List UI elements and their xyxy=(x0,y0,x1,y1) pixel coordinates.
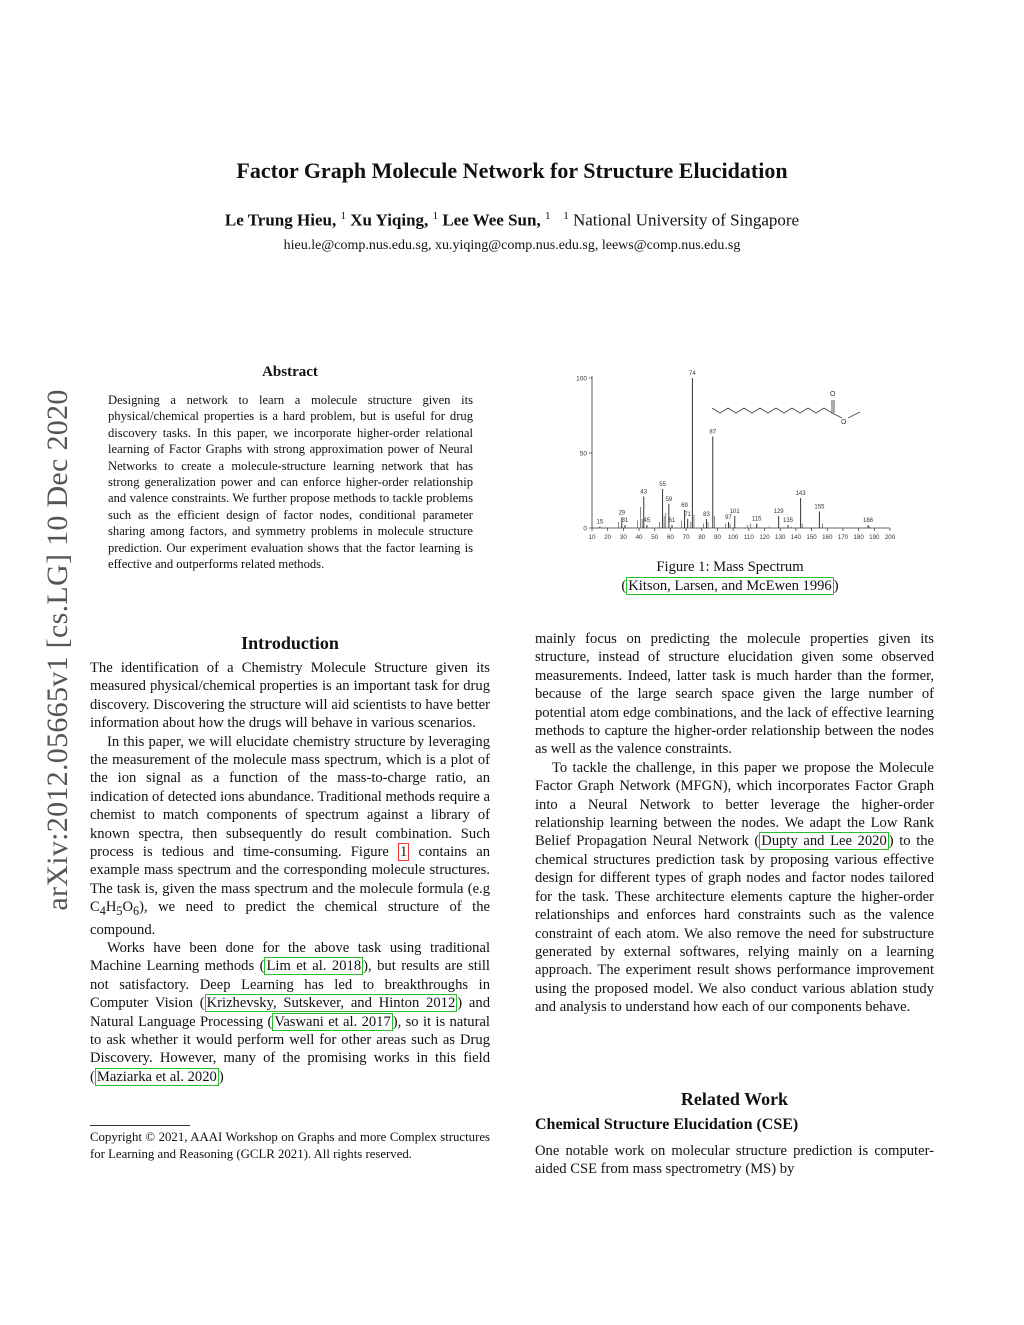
abstract-heading: Abstract xyxy=(262,364,318,380)
carbonyl-o-label: O xyxy=(830,391,836,398)
caption-title: Figure 1: Mass Spectrum xyxy=(656,559,804,575)
author-line xyxy=(0,210,1024,231)
x-tick-label: 30 xyxy=(619,534,627,541)
x-tick-label: 40 xyxy=(635,534,643,541)
text-run: To tackle the challenge, in this paper we propose the Molecule Factor Graph Network (MFGN), which incorporates Factor Graph into a Neural Network to better leverage the higher-order relationship learning between the nodes. We adapt the Low Rank Belief Propagation Neural Network ( xyxy=(535,759,934,850)
formula-el: H xyxy=(105,899,117,916)
text-run: Works have been done for the above task using traditional Machine Learning methods ( xyxy=(90,940,490,975)
x-tick-label: 120 xyxy=(759,534,770,541)
intro-paragraph: The identification of a Chemistry Molecule Structure given its measured physical/chemical properties is an important task for drug discovery. Discovering the structure will aid scientists to have better information about how the drugs will behave in various scenarios. xyxy=(90,660,490,732)
text-run: ) to the chemical structures prediction task by proposing various effective design for different types of graph nodes and factor nodes tailored for the task. These architecture elements capture the higher-order relationships and enforces hard constraints such as the valence constraint of each atom. We also remove the need for substructure generated by external softwares, relying mainly on a learning approach. The experiment result shows performance improvement using the proposed model. We also conduct various ablation study and analysis to understand how each of our components behave. xyxy=(535,833,935,1016)
author-name: Lee Wee Sun, xyxy=(442,210,541,230)
formula-el: O xyxy=(122,899,133,916)
caption-citation-line: ( Kitson, Larsen, and McEwen 1996 ) xyxy=(621,578,839,594)
mass-spectrum-figure xyxy=(560,368,900,551)
intro-paragraph xyxy=(90,733,490,939)
x-tick-label: 100 xyxy=(727,534,739,541)
peak-label: 15 xyxy=(596,519,604,526)
x-tick-label: 130 xyxy=(775,534,786,541)
peak-label: 69 xyxy=(681,503,688,509)
peak-label: 129 xyxy=(773,509,784,515)
right-column xyxy=(535,630,934,1017)
x-tick-label: 70 xyxy=(682,534,690,541)
abstract-text: Designing a network to learn a molecule structure given its physical/chemical properties is a hard problem, but is useful for drug discovery tasks. In this paper, we incorporate higher-order relational learning of Factor Graphs with strong approximation power of Neural Networks to create a molecule-structure learning network that has strong generalization power and can enforce higher-order relationship and valence constraints. We further propose methods to tackle problems such as the efficient design of factor nodes, conditional parameter sharing among factors, and symmetry problems in molecule structure prediction. Our experiment evaluation shows that the factor learning is effective and outperforms related methods. xyxy=(108,393,473,572)
author-emails: hieu.le@comp.nus.edu.sg, xu.yiqing@comp.nus.edu.sg, leews@comp.nus.edu.sg xyxy=(283,238,741,253)
right-column-tail xyxy=(535,1142,934,1179)
x-tick-label: 90 xyxy=(714,534,721,541)
peak-label: 74 xyxy=(689,371,696,377)
peak-label: 155 xyxy=(814,504,825,511)
left-column xyxy=(90,659,490,1086)
peak-label: 55 xyxy=(659,482,666,488)
intro-heading: Introduction xyxy=(241,633,339,653)
formula-sub: 4 xyxy=(99,904,106,919)
author-sup: 1 xyxy=(340,210,346,222)
peak-label: 135 xyxy=(783,518,794,524)
x-tick-label: 110 xyxy=(743,534,754,541)
text-run: ) xyxy=(218,1068,224,1085)
text-run: ), we need to predict the chemical structure of the compound. xyxy=(90,899,490,938)
text-run: In this paper, we will elucidate chemistry structure by leveraging the measurement of the molecule mass spectrum, which is a plot of the ion signal as a function of the mass-to-charge ratio, an indication of detected ions abundance. Traditional methods require a chemist to match components of spectrum against a library of known spectra, then subsequently do result combination. Such process is tedious and time-consuming. Figure xyxy=(90,733,491,861)
footnote-rule xyxy=(90,1125,190,1126)
ester-bond xyxy=(832,413,842,418)
peak-label: 87 xyxy=(709,429,717,436)
peak-label: 97 xyxy=(725,515,732,521)
peak-label: 101 xyxy=(729,509,740,515)
x-tick-label: 20 xyxy=(604,534,612,541)
citation-link[interactable]: Krizhevsky, Sutskever, and Hinton 2012 xyxy=(206,995,456,1012)
figure-caption xyxy=(540,558,920,596)
citation-link[interactable]: Vaswani et al. 2017 xyxy=(274,1013,391,1030)
x-tick-label: 200 xyxy=(884,534,896,541)
citation-link[interactable]: Maziarka et al. 2020 xyxy=(96,1068,217,1085)
peak-label: 61 xyxy=(668,518,676,524)
formula-sub: 5 xyxy=(116,904,123,919)
peak-label: 71 xyxy=(684,512,692,518)
peak-label: 31 xyxy=(621,518,629,524)
peak-label: 59 xyxy=(665,497,673,503)
x-tick-label: 10 xyxy=(588,534,596,541)
body-paragraph: mainly focus on predicting the molecule properties given its structure, instead of structure elucidation given some observed measurements. Indeed, latter task is much harder than the former, because of the large search space given the large number of potential atom edge combinations, and the lack of effective learning methods to capture the higher-order relationship between the nodes as well as the valence constraints. xyxy=(535,631,934,758)
molecule-structure xyxy=(712,400,860,418)
peak-label: 43 xyxy=(640,489,648,496)
paper-title: Factor Graph Molecule Network for Structure Elucidation xyxy=(236,158,788,183)
x-tick-label: 60 xyxy=(666,534,674,541)
mass-spectrum-chart xyxy=(560,368,900,546)
methyl-bond xyxy=(848,412,860,418)
author-sup: 1 xyxy=(544,210,551,222)
x-tick-label: 80 xyxy=(698,534,706,541)
formula-sub: 6 xyxy=(132,904,140,919)
x-tick-label: 150 xyxy=(806,534,817,541)
chart-peaks xyxy=(600,378,870,528)
peak-label: 186 xyxy=(863,518,874,524)
x-tick-label: 170 xyxy=(837,534,849,541)
copyright-footnote: Copyright © 2021, AAAI Workshop on Graphs and more Complex structures for Learning and Reasoning (GCLR 2021). All rights reserved. xyxy=(90,1130,490,1161)
peak-label: 45 xyxy=(643,518,651,524)
carbon-chain xyxy=(712,408,832,413)
intro-paragraph xyxy=(90,939,490,1086)
affiliation: National University of Singapore xyxy=(572,210,800,230)
y-tick-label: 50 xyxy=(579,450,587,458)
author-name: Xu Yiqing, xyxy=(350,210,429,230)
cse-heading: Chemical Structure Elucidation (CSE) xyxy=(535,1116,799,1133)
y-tick-label: 0 xyxy=(583,525,587,533)
citation-link[interactable]: Dupty and Lee 2020 xyxy=(761,833,887,850)
peak-label: 29 xyxy=(618,510,626,517)
citation-link[interactable]: Lim et al. 2018 xyxy=(266,958,362,975)
author-sup: 1 xyxy=(432,210,439,222)
x-tick-label: 190 xyxy=(869,534,880,541)
citation-link[interactable]: Kitson, Larsen, and McEwen 1996 xyxy=(628,578,832,594)
author-name: Le Trung Hieu, xyxy=(224,210,337,230)
body-paragraph xyxy=(535,759,934,1017)
x-tick-label: 50 xyxy=(651,534,659,541)
peak-label: 115 xyxy=(751,516,762,523)
peak-label: 143 xyxy=(795,491,806,497)
x-tick-label: 160 xyxy=(822,534,833,541)
affiliation-sup: 1 xyxy=(563,210,569,222)
related-work-heading: Related Work xyxy=(680,1089,789,1109)
x-tick-label: 180 xyxy=(853,534,864,541)
ester-o-label: O xyxy=(841,419,847,426)
arxiv-identifier: arXiv:2012.05665v1 [cs.LG] 10 Dec 2020 xyxy=(41,389,74,911)
text-run: ), so it is natural to ask whether it would perform well for other areas such as Drug Discovery. However, many of the promising works in this field ( xyxy=(90,1013,490,1085)
x-tick-label: 140 xyxy=(790,534,802,541)
text-run: contains an example mass spectrum and the corresponding molecule structures. The task is, given the mass spectrum and the molecule formula (e.g C xyxy=(90,844,490,916)
text-run: ), but results are still not satisfactory. Deep Learning has led to breakthroughs in Computer Vision ( xyxy=(90,958,490,1012)
peak-label: 83 xyxy=(703,512,710,518)
body-paragraph: One notable work on molecular structure prediction is computer-aided CSE from mass spectrometry (MS) by xyxy=(535,1143,934,1178)
figure-ref-link[interactable]: 1 xyxy=(400,844,408,861)
text-run: ) and Natural Language Processing ( xyxy=(90,995,490,1030)
y-tick-label: 100 xyxy=(576,375,587,383)
